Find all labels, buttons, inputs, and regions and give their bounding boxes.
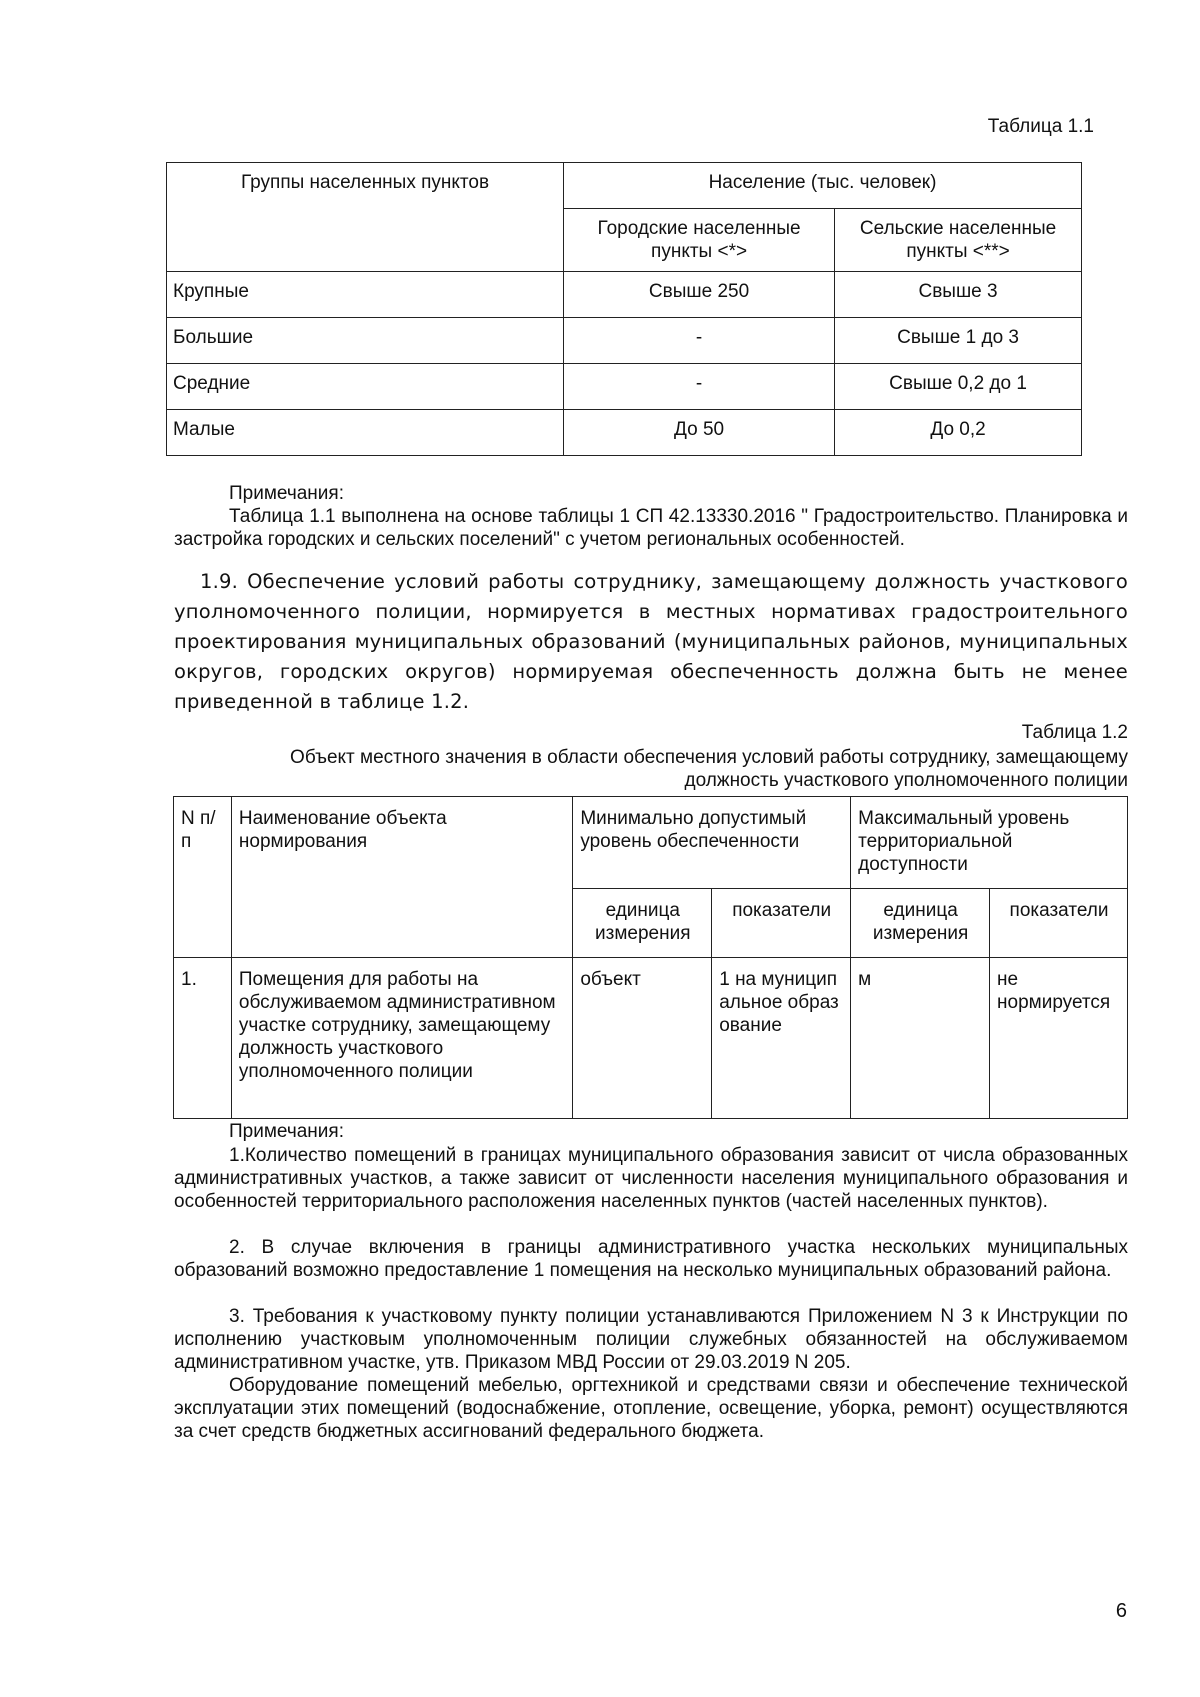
header-max-level: Максимальный уровень территориальной доступности [851, 797, 1128, 889]
header-unit-1: единица измерения [573, 889, 712, 958]
cell-urban: - [564, 364, 835, 410]
table-1-1-note: Таблица 1.1 выполнена на основе таблицы 1 СП 42.13330.2016 " Градостроительство. Планировка и застройка городских и сельских поселений" с учетом региональных особенностей. [174, 506, 1128, 550]
table-1-1 [166, 162, 1082, 456]
cell-unit-2: м [851, 958, 990, 1119]
header-indicators-2: показатели [990, 889, 1128, 958]
cell-group: Крупные [167, 272, 564, 318]
table-1-1-notes-title: Примечания: [229, 483, 344, 504]
cell-group: Большие [167, 318, 564, 364]
page-number: 6 [1115, 1600, 1127, 1622]
header-indicators-1: показатели [712, 889, 851, 958]
table-1-2 [173, 796, 1128, 1119]
cell-urban: До 50 [564, 410, 835, 456]
table-1-2-caption: Таблица 1.2 [1021, 722, 1128, 743]
cell-indicators-2: не нормируется [990, 958, 1128, 1119]
header-min-level: Минимально допустимый уровень обеспеченности [573, 797, 851, 889]
cell-rural: До 0,2 [835, 410, 1082, 456]
table-1-2-notes-title: Примечания: [229, 1121, 344, 1142]
header-unit-2: единица измерения [851, 889, 990, 958]
table-row [167, 410, 1082, 456]
header-population: Население (тыс. человек) [564, 163, 1082, 209]
note-3: 3. Требования к участковому пункту полиции устанавливаются Приложением N 3 к Инструкции по исполнению участковым уполномоченным полиции служебных обязанностей на обслуживаемом административном участке, утв. Приказом МВД России от 29.03.2019 N 205. [174, 1306, 1128, 1373]
table-row [167, 364, 1082, 410]
cell-name: Помещения для работы на обслуживаемом административном участке сотруднику, замещающему должность участкового уполномоченного полиции [231, 958, 572, 1119]
cell-unit-1: объект [573, 958, 712, 1119]
table-row [167, 272, 1082, 318]
cell-rural: Свыше 3 [835, 272, 1082, 318]
paragraph-1-9: 1.9. Обеспечение условий работы сотруднику, замещающему должность участкового уполномоченного полиции, нормируется в местных нормативах градостроительного проектирования муниципальных образований (муниципальных районов, муниципальных округов, городских округов) нормируемая обеспеченность должна быть не менее приведенной в таблице 1.2. [174, 570, 1128, 713]
header-num: N п/п [174, 797, 232, 958]
header-rural: Сельские населенные пункты <**> [835, 209, 1082, 272]
table-row [167, 318, 1082, 364]
header-urban: Городские населенные пункты <*> [564, 209, 835, 272]
note-1: 1.Количество помещений в границах муниципального образования зависит от числа образованных административных участков, а также зависит от численности населения муниципального образования и особенностей территориального расположения населенных пунктов (частей населенных пунктов). [174, 1145, 1128, 1212]
cell-group: Малые [167, 410, 564, 456]
cell-urban: Свыше 250 [564, 272, 835, 318]
table-1-1-caption: Таблица 1.1 [987, 116, 1094, 137]
table-row [174, 958, 1128, 1119]
cell-group: Средние [167, 364, 564, 410]
note-equipment: Оборудование помещений мебелью, оргтехникой и средствами связи и обеспечение технической эксплуатации этих помещений (водоснабжение, отопление, освещение, уборка, ремонт) осуществляются за счет средств бюджетных ассигнований федерального бюджета. [174, 1375, 1128, 1442]
cell-rural: Свыше 0,2 до 1 [835, 364, 1082, 410]
cell-indicators-1: 1 на муниципальное образование [712, 958, 851, 1119]
cell-urban: - [564, 318, 835, 364]
table-1-2-title: Объект местного значения в области обеспечения условий работы сотруднику, замещающему должность участкового уполномоченного полиции [290, 747, 1128, 791]
cell-rural: Свыше 1 до 3 [835, 318, 1082, 364]
note-2: 2. В случае включения в границы административного участка нескольких муниципальных образований возможно предоставление 1 помещения на несколько муниципальных образований района. [174, 1237, 1128, 1281]
header-groups: Группы населенных пунктов [167, 163, 564, 272]
cell-num: 1. [174, 958, 232, 1119]
header-name: Наименование объекта нормирования [231, 797, 572, 958]
